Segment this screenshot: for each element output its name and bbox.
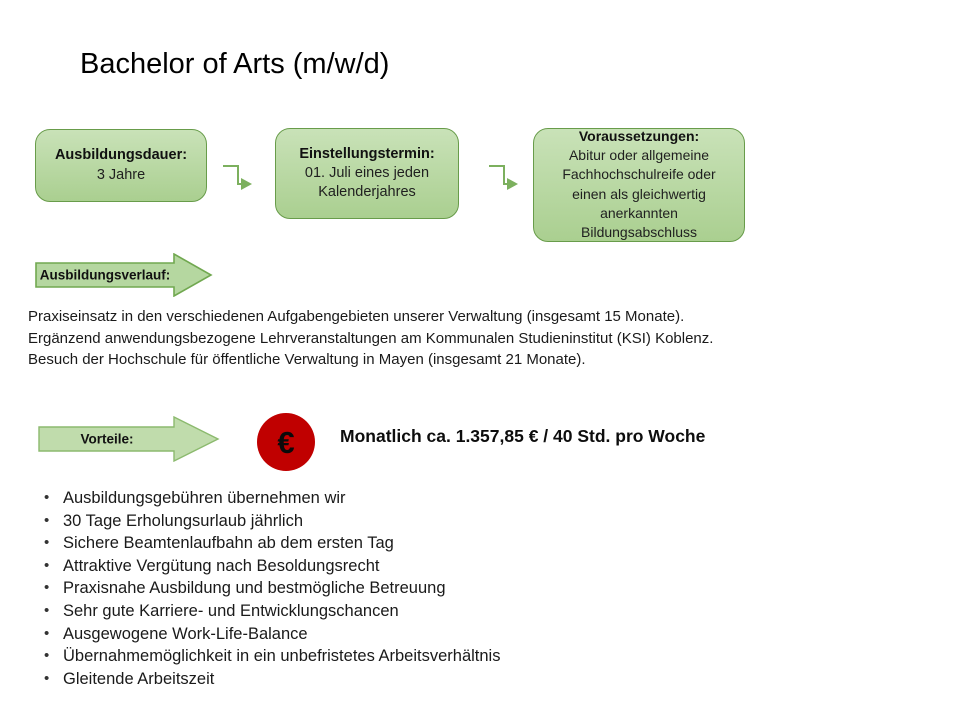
list-item: • Sehr gute Karriere- und Entwicklungschancen bbox=[42, 600, 500, 623]
list-item: • Sichere Beamtenlaufbahn ab dem ersten Tag bbox=[42, 532, 500, 555]
list-item: • 30 Tage Erholungsurlaub jährlich bbox=[42, 510, 500, 533]
info-box-voraussetzungen bbox=[533, 128, 745, 242]
list-item: • Attraktive Vergütung nach Besoldungsrecht bbox=[42, 555, 500, 578]
list-item: • Ausgewogene Work-Life-Balance bbox=[42, 623, 500, 646]
euro-icon bbox=[257, 413, 315, 471]
list-item: • Ausbildungsgebühren übernehmen wir bbox=[42, 487, 500, 510]
ausbildungsverlauf-arrow bbox=[35, 253, 213, 297]
paragraph-line: Besuch der Hochschule für öffentliche Verwaltung in Mayen (insgesamt 21 Monate). bbox=[28, 351, 586, 368]
page-title: Bachelor of Arts (m/w/d) bbox=[80, 48, 390, 80]
box-heading: Ausbildungsdauer: bbox=[54, 147, 188, 164]
info-box-einstellungstermin bbox=[275, 128, 459, 219]
benefits-list bbox=[42, 487, 500, 690]
section-label: Ausbildungsverlauf: bbox=[39, 267, 171, 283]
salary-text: Monatlich ca. 1.357,85 € / 40 Std. pro Woche bbox=[340, 426, 706, 446]
list-item: • Praxisnahe Ausbildung und bestmögliche Betreuung bbox=[42, 577, 500, 600]
euro-symbol: € bbox=[277, 424, 295, 460]
bent-arrow-connector-icon bbox=[222, 163, 254, 193]
box-heading: Einstellungstermin: bbox=[299, 145, 435, 162]
info-box-ausbildungsdauer bbox=[35, 129, 207, 202]
list-item: • Gleitende Arbeitszeit bbox=[42, 668, 500, 691]
section-label: Vorteile: bbox=[80, 431, 134, 447]
paragraph-line: Praxiseinsatz in den verschiedenen Aufgabengebieten unserer Verwaltung (insgesamt 15 Monate). bbox=[28, 308, 685, 325]
box-heading: Voraussetzungen: bbox=[578, 128, 700, 145]
list-item: • Übernahmemöglichkeit in ein unbefristetes Arbeitsverhältnis bbox=[42, 645, 500, 668]
bent-arrow-connector-icon bbox=[488, 163, 520, 193]
paragraph-line: Ergänzend anwendungsbezogene Lehrveranstaltungen am Kommunalen Studieninstitut (KSI) Koblenz. bbox=[28, 329, 714, 347]
box-body: 01. Juli eines jeden Kalenderjahres bbox=[304, 165, 430, 201]
box-body: 3 Jahre bbox=[96, 166, 146, 183]
vorteile-arrow bbox=[38, 416, 220, 462]
box-body: Abitur oder allgemeine Fachhochschulreife oder einen als gleichwertig anerkannten Bildungsabschluss bbox=[562, 147, 716, 241]
ausbildungsverlauf-text bbox=[28, 306, 728, 371]
